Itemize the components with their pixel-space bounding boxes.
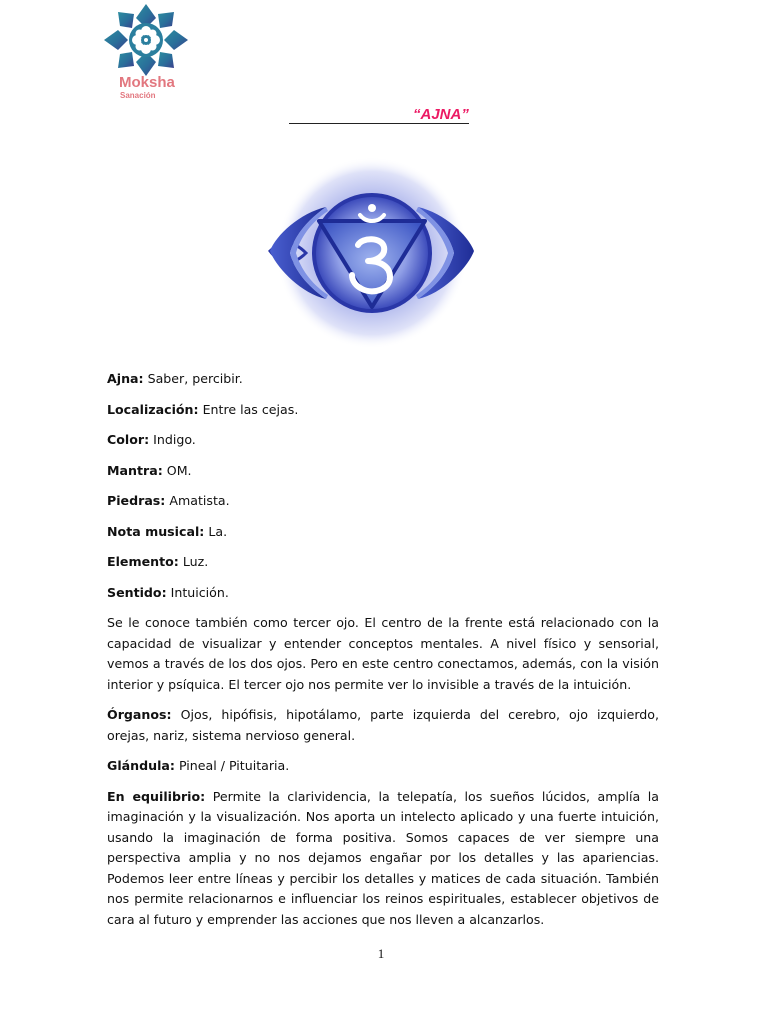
ajna-chakra-icon	[266, 155, 478, 351]
equilibrio-value: Permite la clarividencia, la telepatía, los sueños lúcidos, amplía la imaginación y la visualización. Nos aporta un intelecto aplicado y una fuerte intuición, usando la imaginación de forma positiva. Somos capaces de ver siempre una perspectiva amplia y no nos dejamos engañar por los detalles y las apariencias. Podemos leer entre líneas y percibir los detalles y matices de cada situación. También nos permite relacionarnos e influenciar los reinos espirituales, establecer objetivos de cara al futuro y emprender las acciones que nos lleven a alcanzarlos.	[107, 788, 659, 927]
field-label: Sentido:	[107, 584, 167, 600]
glandula-label: Glándula:	[107, 758, 175, 773]
moksha-logo	[100, 2, 192, 100]
field-row	[107, 583, 659, 604]
field-row	[107, 430, 659, 451]
field-value: Intuición.	[170, 584, 229, 600]
field-row	[107, 491, 659, 512]
field-row	[107, 369, 659, 390]
title-underline	[289, 123, 469, 124]
logo-subtitle: Sanación	[120, 91, 156, 100]
field-label: Piedras:	[107, 493, 166, 508]
page-title: “AJNA”	[413, 106, 469, 123]
field-value: Entre las cejas.	[202, 401, 299, 417]
field-label: Ajna:	[107, 371, 144, 386]
document-body	[107, 369, 659, 940]
field-label: Color:	[107, 432, 150, 447]
field-value: Luz.	[182, 554, 209, 569]
field-row	[107, 400, 659, 421]
field-value: OM.	[166, 462, 192, 478]
field-value: La.	[208, 523, 228, 539]
field-label: Mantra:	[107, 462, 163, 478]
glandula-paragraph	[107, 756, 659, 777]
field-value: Saber, percibir.	[147, 371, 243, 386]
field-row	[107, 552, 659, 573]
organos-paragraph	[107, 705, 659, 746]
field-value: Amatista.	[169, 493, 230, 508]
field-list	[107, 369, 659, 603]
organos-label: Órganos:	[107, 707, 172, 722]
equilibrio-paragraph	[107, 787, 659, 931]
field-row	[107, 461, 659, 482]
lotus-mandala-icon	[100, 2, 192, 78]
page-number: 1	[377, 946, 385, 961]
field-label: Elemento:	[107, 554, 179, 569]
glandula-value: Pineal / Pituitaria.	[178, 758, 290, 773]
organos-value: Ojos, hipófisis, hipotálamo, parte izquierda del cerebro, ojo izquierdo, orejas, nariz, sistema nervioso general.	[107, 707, 659, 743]
field-label: Nota musical:	[107, 523, 205, 539]
equilibrio-label: En equilibrio:	[107, 788, 206, 804]
intro-paragraph: Se le conoce también como tercer ojo. El centro de la frente está relacionado con la capacidad de visualizar y entender conceptos mentales. A nivel físico y sensorial, vemos a través de los dos ojos. Pero en este centro conectamos, además, con la visión interior y psíquica. El tercer ojo nos permite ver lo invisible a través de la intuición.	[107, 615, 659, 692]
logo-name: Moksha	[119, 74, 175, 91]
field-label: Localización:	[107, 401, 199, 417]
field-row	[107, 522, 659, 543]
field-value: Indigo.	[153, 432, 196, 447]
